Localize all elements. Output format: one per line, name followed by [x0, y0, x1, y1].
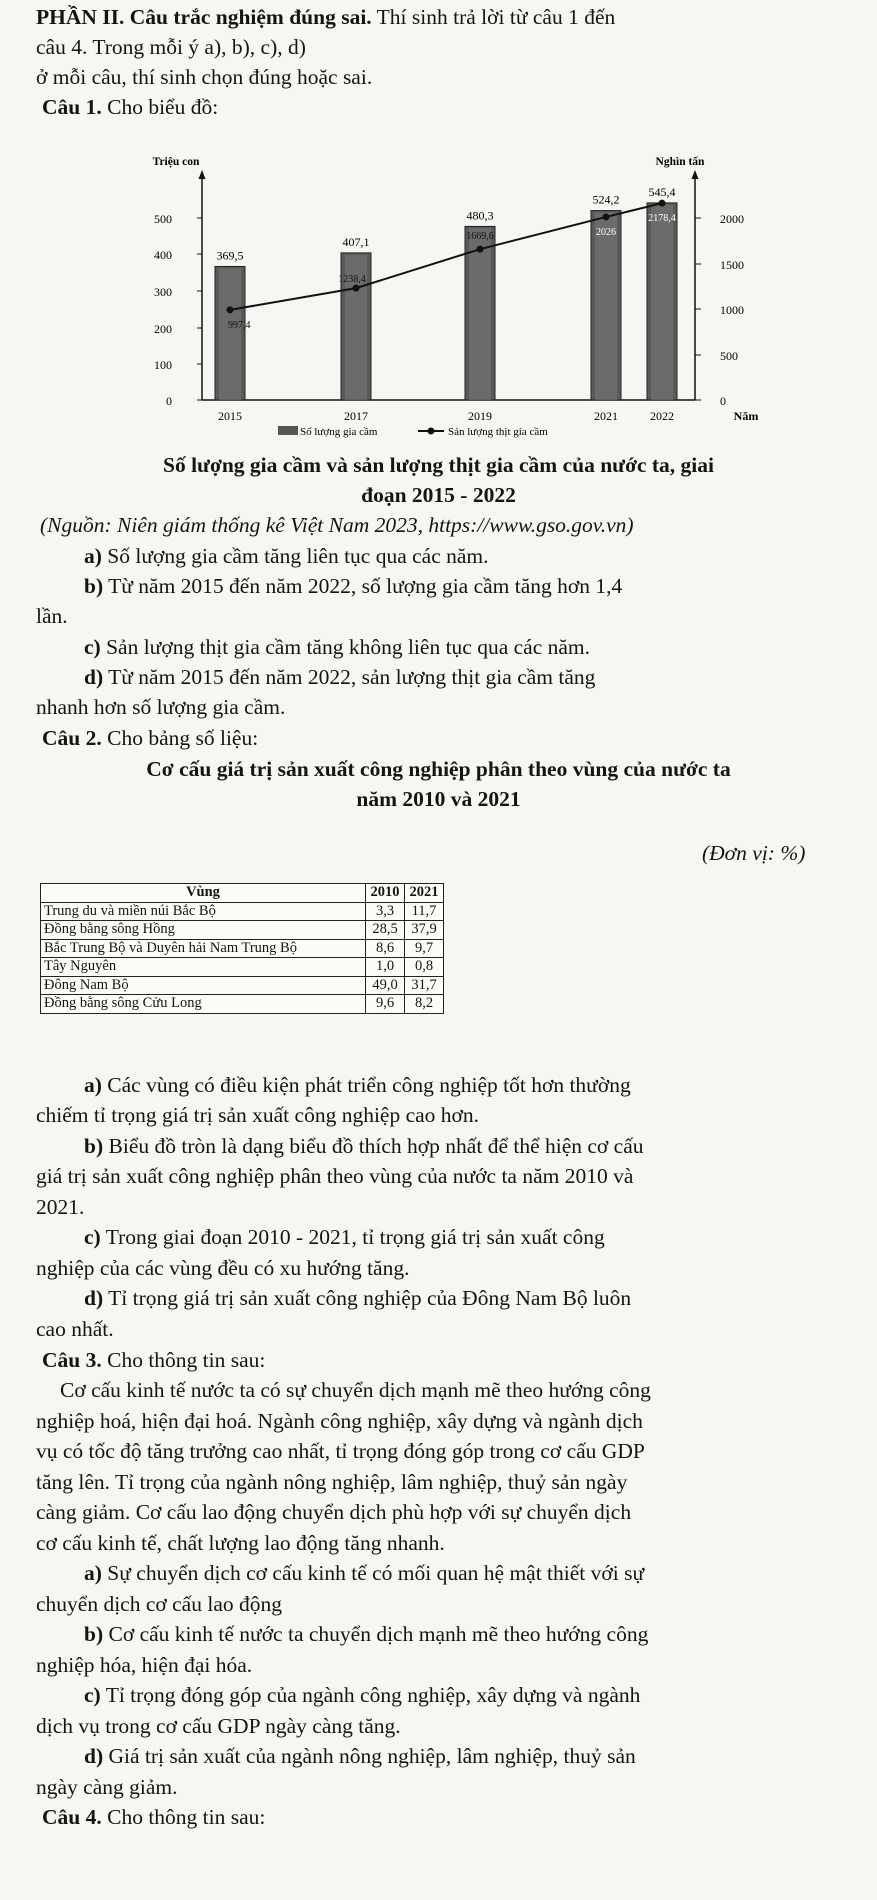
line-point-2015: [227, 306, 234, 313]
statement-text: Tỉ trọng giá trị sản xuất công nghiệp của Đông Nam Bộ luôn: [103, 1286, 632, 1310]
table-row: [41, 995, 444, 1014]
q2-statement-a: [84, 1072, 631, 1098]
category-label-2021: 2021: [594, 409, 618, 423]
table-row: [41, 939, 444, 958]
line-point-2022: [659, 200, 666, 207]
value-2010: 49,0: [366, 976, 405, 995]
value-2010: 1,0: [366, 958, 405, 977]
part-heading: [36, 4, 615, 30]
value-2010: 28,5: [366, 921, 405, 940]
q1-heading: [42, 94, 218, 120]
q3-statement-d: [84, 1743, 636, 1769]
q2-label: Câu 2.: [42, 726, 102, 750]
statement-text: Số lượng gia cầm tăng liên tục qua các năm.: [101, 544, 489, 568]
bar-label-2017: 407,1: [342, 234, 370, 249]
category-label-2015: 2015: [218, 409, 242, 423]
statement-key: a): [84, 544, 102, 568]
statement-key: a): [84, 1073, 102, 1097]
q2-unit: (Đơn vị: %): [702, 841, 806, 865]
statement-text: Từ năm 2015 đến năm 2022, số lượng gia cầm tăng hơn 1,4: [103, 574, 623, 598]
line-point-2019: [477, 246, 484, 253]
value-2021: 31,7: [405, 976, 444, 995]
statement-text: Giá trị sản xuất của ngành nông nghiệp, lâm nghiệp, thuỷ sản: [103, 1744, 636, 1768]
line-label-2022: 2178,4: [648, 213, 676, 225]
q2-heading: [42, 725, 258, 751]
q3-heading: [42, 1347, 265, 1373]
statement-key: b): [84, 574, 104, 598]
statement-text: Trong giai đoạn 2010 - 2021, tỉ trọng giá trị sản xuất công: [100, 1225, 605, 1249]
q3-statement-b-cont: nghiệp hóa, hiện đại hóa.: [36, 1653, 253, 1677]
statement-key: c): [84, 1683, 101, 1707]
left-axis-arrow: [199, 170, 206, 179]
q2-title-line-1: Cơ cấu giá trị sản xuất công nghiệp phân theo vùng của nước ta: [146, 757, 731, 781]
q3-statement-a-cont: chuyển dịch cơ cấu lao động: [36, 1592, 282, 1616]
q3-paragraph-line-6: cơ cấu kinh tế, chất lượng lao động tăng nhanh.: [36, 1531, 445, 1555]
right-tick-2000: 2000: [720, 212, 744, 226]
table-row: [41, 976, 444, 995]
q2-statement-a-cont: chiếm tỉ trọng giá trị sản xuất công nghiệp cao hơn.: [36, 1103, 480, 1127]
q3-prompt: Cho thông tin sau:: [101, 1348, 266, 1372]
poultry-chart: [150, 148, 770, 453]
region-cell: Đồng bằng sông Hồng: [41, 921, 366, 940]
header-2010: 2010: [366, 884, 405, 903]
line-label-2017: 1238,4: [338, 274, 366, 286]
q2-statement-d: [84, 1285, 631, 1311]
q1-caption-line-1: Số lượng gia cầm và sản lượng thịt gia cầm của nước ta, giai: [162, 453, 715, 477]
value-2010: 3,3: [366, 902, 405, 921]
part-intro-line-1: Thí sinh trả lời từ câu 1 đến: [371, 5, 616, 29]
bar-highlight-2015: [219, 268, 241, 400]
right-tick-1000: 1000: [720, 303, 744, 317]
line-label-2015: 997,4: [228, 320, 251, 331]
q2-statement-d-cont: cao nhất.: [36, 1317, 114, 1341]
q4-prompt: Cho thông tin sau:: [101, 1805, 266, 1829]
region-cell: Bắc Trung Bộ và Duyên hải Nam Trung Bộ: [41, 939, 366, 958]
q2-statement-b: [84, 1133, 644, 1159]
bar-highlight-2021: [595, 213, 617, 400]
q1-caption-line-2: đoạn 2015 - 2022: [361, 483, 516, 507]
q2-prompt: Cho bảng số liệu:: [101, 726, 259, 750]
table-row: [41, 921, 444, 940]
q3-statement-d-cont: ngày càng giảm.: [36, 1775, 178, 1799]
q1-statement-a: [84, 543, 489, 569]
q3-statement-c-cont: dịch vụ trong cơ cấu GDP ngày càng tăng.: [36, 1714, 401, 1738]
legend-line-marker: [428, 428, 435, 435]
q1-label: Câu 1.: [42, 95, 102, 119]
q2-statement-b-cont-2: 2021.: [36, 1195, 85, 1219]
legend-line-label: Sản lượng thịt gia cầm: [448, 426, 548, 438]
line-point-2021: [603, 213, 610, 220]
line-point-2017: [353, 285, 360, 292]
q1-statement-d-cont: nhanh hơn số lượng gia cầm.: [36, 695, 286, 719]
q3-statement-a: [84, 1560, 644, 1586]
statement-key: c): [84, 635, 101, 659]
right-axis-arrow: [692, 170, 699, 179]
bar-highlight-2022: [651, 205, 673, 400]
left-tick-100: 100: [154, 358, 172, 372]
line-label-2019: 1669,6: [466, 231, 494, 243]
category-label-2019: 2019: [468, 409, 492, 423]
statement-text: Từ năm 2015 đến năm 2022, sản lượng thịt gia cầm tăng: [103, 665, 596, 689]
part-title: PHẦN II. Câu trắc nghiệm đúng sai.: [36, 5, 372, 29]
part-intro-line-2: câu 4. Trong mỗi ý a), b), c), d): [36, 35, 306, 59]
q3-label: Câu 3.: [42, 1348, 102, 1372]
q3-paragraph-line-1: Cơ cấu kinh tế nước ta có sự chuyển dịch mạnh mẽ theo hướng công: [60, 1378, 651, 1402]
q2-statement-c: [84, 1224, 605, 1250]
statement-text: Biểu đồ tròn là dạng biểu đồ thích hợp nhất để thể hiện cơ cấu: [103, 1134, 644, 1158]
left-tick-400: 400: [154, 248, 172, 262]
x-axis-title: Năm: [733, 409, 759, 423]
statement-key: b): [84, 1134, 104, 1158]
value-2021: 37,9: [405, 921, 444, 940]
right-axis-title: Nghìn tấn: [655, 156, 705, 168]
value-2021: 8,2: [405, 995, 444, 1014]
region-cell: Đồng bằng sông Cửu Long: [41, 995, 366, 1014]
bar-highlight-2019: [469, 228, 491, 400]
table-row: [41, 958, 444, 977]
value-2021: 11,7: [405, 902, 444, 921]
statement-key: d): [84, 665, 104, 689]
q1-statement-d: [84, 664, 595, 690]
left-tick-500: 500: [154, 212, 172, 226]
q3-paragraph-line-5: càng giảm. Cơ cấu lao động chuyển dịch phù hợp với sự chuyển dịch: [36, 1500, 632, 1524]
region-cell: Trung du và miền núi Bắc Bộ: [41, 902, 366, 921]
statement-key: d): [84, 1744, 104, 1768]
statement-key: c): [84, 1225, 101, 1249]
legend-bar-label: Số lượng gia cầm: [300, 426, 378, 438]
region-cell: Đông Nam Bộ: [41, 976, 366, 995]
table-header-row: [41, 884, 444, 903]
part-intro-line-3: ở mỗi câu, thí sinh chọn đúng hoặc sai.: [36, 65, 373, 89]
q1-prompt: Cho biểu đồ:: [101, 95, 219, 119]
statement-text: Các vùng có điều kiện phát triển công nghiệp tốt hơn thường: [101, 1073, 631, 1097]
q1-statement-b: [84, 573, 622, 599]
q2-title-line-2: năm 2010 và 2021: [356, 787, 521, 811]
q2-statement-b-cont-1: giá trị sản xuất công nghiệp phân theo vùng của nước ta năm 2010 và: [36, 1164, 634, 1188]
value-2010: 9,6: [366, 995, 405, 1014]
legend-bar-swatch: [278, 426, 298, 435]
q3-statement-c: [84, 1682, 640, 1708]
bar-label-2021: 524,2: [592, 192, 620, 207]
bar-label-2015: 369,5: [216, 248, 244, 263]
line-label-2021: 2026: [596, 226, 616, 238]
q3-paragraph-line-4: tăng lên. Tỉ trọng của ngành nông nghiệp, lâm nghiệp, thuỷ sản ngày: [36, 1470, 628, 1494]
bar-label-2019: 480,3: [466, 208, 494, 223]
q1-statement-b-cont: lần.: [36, 604, 68, 628]
bar-label-2022: 545,4: [648, 184, 676, 199]
statement-key: b): [84, 1622, 104, 1646]
q1-statement-c: [84, 634, 590, 660]
q3-paragraph-line-2: nghiệp hoá, hiện đại hoá. Ngành công nghiệp, xây dựng và ngành dịch: [36, 1409, 643, 1433]
header-2021: 2021: [405, 884, 444, 903]
q4-heading: [42, 1804, 265, 1830]
value-2021: 0,8: [405, 958, 444, 977]
right-tick-500: 500: [720, 349, 738, 363]
value-2021: 9,7: [405, 939, 444, 958]
value-2010: 8,6: [366, 939, 405, 958]
table-row: [41, 902, 444, 921]
statement-text: Tỉ trọng đóng góp của ngành công nghiệp, xây dựng và ngành: [100, 1683, 641, 1707]
category-label-2017: 2017: [344, 409, 368, 423]
statement-key: a): [84, 1561, 102, 1585]
left-axis-title: Triệu con: [152, 156, 200, 168]
statement-text: Cơ cấu kinh tế nước ta chuyển dịch mạnh mẽ theo hướng công: [103, 1622, 649, 1646]
q3-statement-b: [84, 1621, 648, 1647]
q1-source: (Nguồn: Niên giám thống kê Việt Nam 2023, https://www.gso.gov.vn): [40, 513, 634, 537]
right-tick-0: 0: [720, 394, 726, 408]
right-tick-1500: 1500: [720, 258, 744, 272]
statement-key: d): [84, 1286, 104, 1310]
statement-text: Sự chuyển dịch cơ cấu kinh tế có mối quan hệ mật thiết với sự: [101, 1561, 645, 1585]
left-tick-300: 300: [154, 285, 172, 299]
header-region: Vùng: [41, 884, 366, 903]
category-label-2022: 2022: [650, 409, 674, 423]
left-tick-0: 0: [166, 394, 172, 408]
left-tick-200: 200: [154, 322, 172, 336]
industry-table: [40, 883, 444, 1014]
region-cell: Tây Nguyên: [41, 958, 366, 977]
q4-label: Câu 4.: [42, 1805, 102, 1829]
q2-statement-c-cont: nghiệp của các vùng đều có xu hướng tăng.: [36, 1256, 410, 1280]
q3-paragraph-line-3: vụ có tốc độ tăng trưởng cao nhất, tỉ trọng đóng góp trong cơ cấu GDP: [36, 1439, 645, 1463]
statement-text: Sản lượng thịt gia cầm tăng không liên tục qua các năm.: [100, 635, 591, 659]
